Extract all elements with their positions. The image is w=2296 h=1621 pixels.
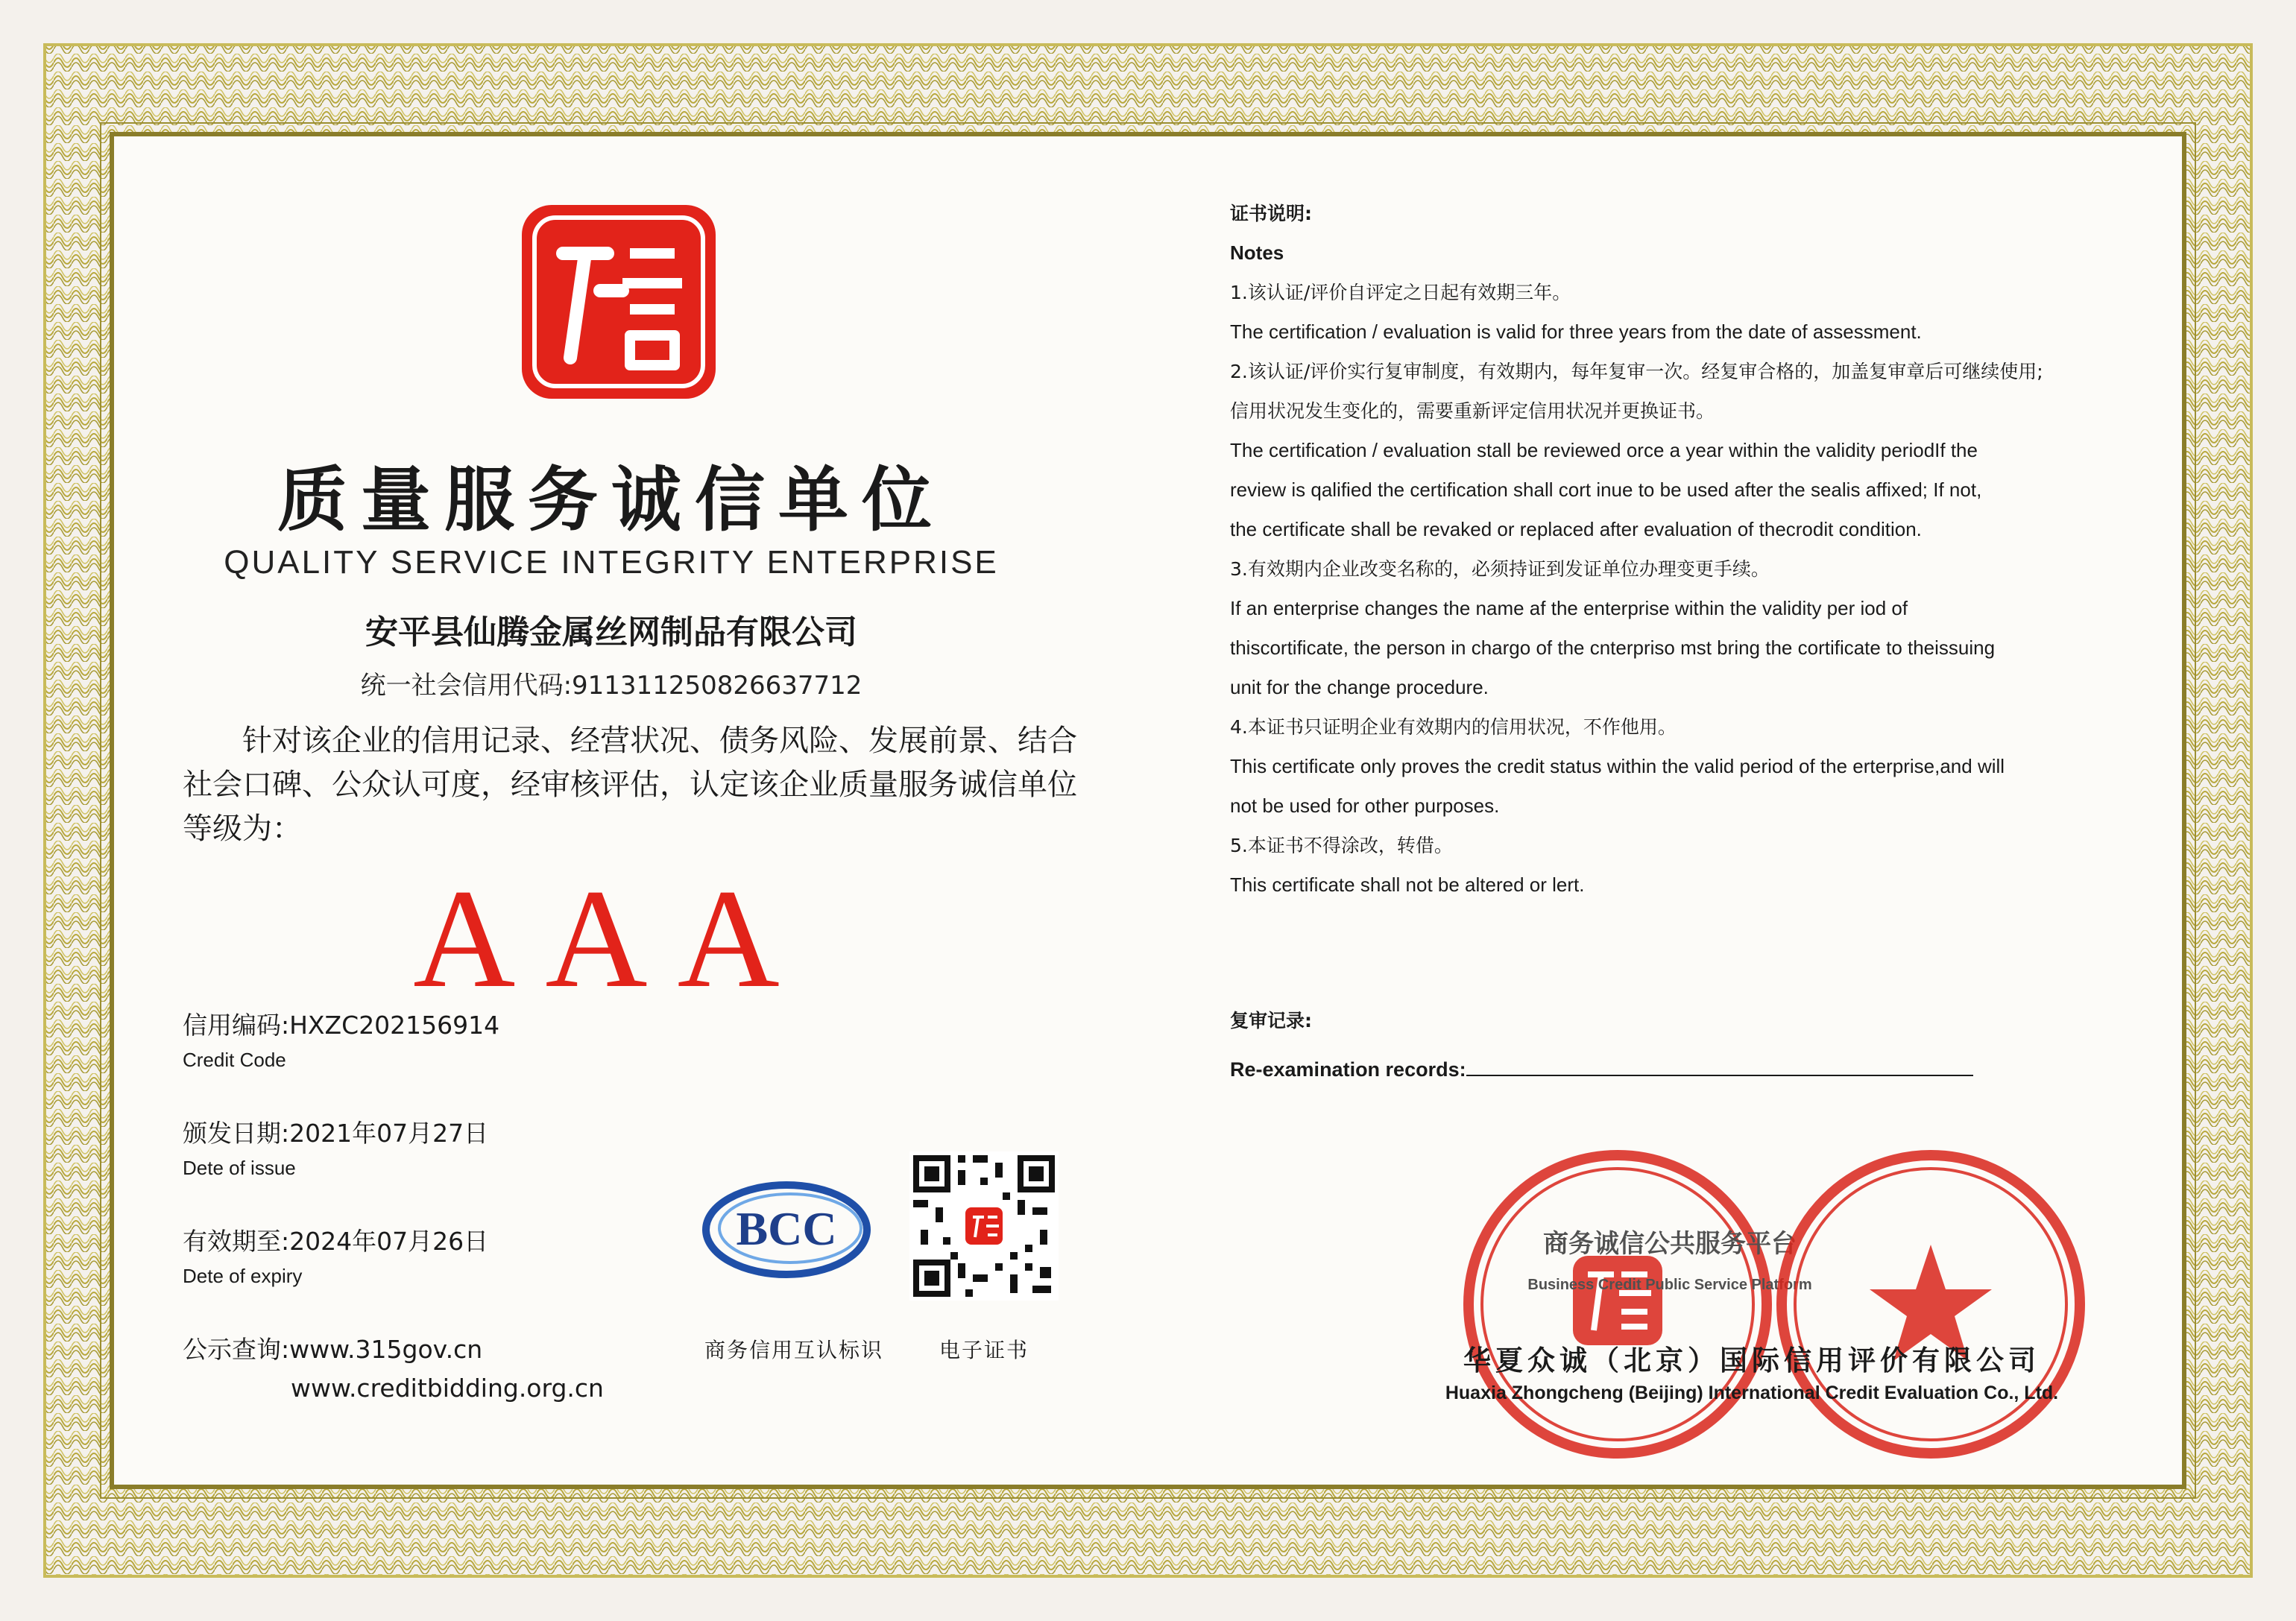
recheck-blank-line (1466, 1055, 1973, 1076)
seal-platform-icon (1469, 1155, 1812, 1453)
expiry-date-cn: 有效期至:2024年07月26日 (183, 1227, 489, 1256)
bcc-logo-icon (701, 1170, 872, 1289)
bcc-logo-text: BCC (736, 1202, 837, 1255)
credit-code-field (183, 1006, 499, 1072)
note-4-cn: 4.本证书只证明企业有效期内的信用状况，不作他用。 (1230, 716, 1677, 738)
notes-heading-cn: 证书说明: (1230, 203, 1312, 224)
recheck-label-cn: 复审记录: (1230, 1010, 1312, 1031)
left-column (127, 149, 1155, 1476)
issue-date-cn: 颁发日期:2021年07月27日 (183, 1119, 489, 1148)
public-query-url-2[interactable]: www.creditbidding.org.cn (291, 1374, 604, 1403)
note-3-en-a: If an enterprise changes the name af the enterprise within the validity per iod of (1230, 597, 1908, 619)
qr-code-icon[interactable] (909, 1151, 1059, 1301)
assessment-statement: 针对该企业的信用记录、经营状况、债务风险、发展前景、结合社会口碑、公众认可度，经审核评估，认定该企业质量服务诚信单位等级为： (183, 724, 1077, 846)
expiry-date-field (183, 1222, 488, 1288)
notes-heading-en: Notes (1230, 241, 1284, 264)
note-3-en-c: unit for the change procedure. (1230, 676, 1489, 698)
credit-grade: AAA (413, 861, 810, 1017)
note-2-cn-a: 2.该认证/评价实行复审制度，有效期内，每年复审一次。经复审合格的，加盖复审章后可继续使用; (1230, 361, 2043, 382)
official-seals (1424, 1148, 2125, 1461)
expiry-date-en: Dete of expiry (183, 1265, 303, 1287)
issuer-name-en: Huaxia Zhongcheng (Beijing) International Credit Evaluation Co., Ltd. (1445, 1383, 2059, 1403)
note-2-en-a: The certification / evaluation stall be reviewed orce a year within the validity periodIf the (1230, 439, 1978, 461)
issue-date-field (183, 1114, 488, 1180)
certificate-notes (1230, 194, 2162, 905)
re-examination-records (1230, 1006, 2162, 1081)
note-5-en: This certificate shall not be altered or lert. (1230, 873, 1585, 896)
note-1-cn: 1.该认证/评价自评定之日起有效期三年。 (1230, 282, 1571, 303)
note-1-en: The certification / evaluation is valid for three years from the date of assessment. (1230, 320, 1922, 343)
credit-code-cn: 信用编码:HXZC202156914 (183, 1011, 500, 1040)
seal-platform-subtext: Business Credit Public Service Platform (1527, 1277, 1812, 1293)
note-2-en-b: review is qalified the certification shall cort inue to be used after the sealis affixed; If not, (1230, 478, 1982, 501)
note-4-en-b: not be used for other purposes. (1230, 794, 1500, 817)
issuer-name-cn: 华夏众诚（北京）国际信用评价有限公司 (1463, 1344, 2040, 1377)
note-2-en-c: the certificate shall be revaked or replaced after evaluation of thecrodit condition. (1230, 518, 1922, 540)
note-5-cn: 5.本证书不得涂改，转借。 (1230, 835, 1453, 856)
qr-caption: 电子证书 (939, 1338, 1029, 1362)
note-3-cn: 3.有效期内企业改变名称的，必须持证到发证单位办理变更手续。 (1230, 558, 1770, 580)
recheck-label-en (1230, 1055, 2162, 1081)
public-query-url[interactable]: 公示查询:www.315gov.cn (183, 1335, 483, 1364)
note-3-en-b: thiscortificate, the person in chargo of the cnterpriso mst bring the cortificate to theissuing (1230, 636, 1996, 659)
credit-logo-icon (518, 201, 719, 402)
bcc-caption: 商务信用互认标识 (704, 1338, 883, 1362)
credit-code-en: Credit Code (183, 1049, 286, 1071)
certificate-title-cn: 质量服务诚信单位 (277, 459, 945, 541)
issue-date-en: Dete of issue (183, 1157, 296, 1179)
recheck-label-en-text: Re-examination records: (1230, 1058, 1466, 1081)
note-2-cn-b: 信用状况发生变化的，需要重新评定信用状况并更换证书。 (1230, 400, 1715, 422)
social-credit-code: 统一社会信用代码:91131125082663​7712 (360, 671, 862, 701)
note-4-en-a: This certificate only proves the credit status within the valid period of the erterprise,and will (1230, 755, 2005, 777)
certificate-title-en: QUALITY SERVICE INTEGRITY ENTERPRISE (224, 544, 999, 581)
company-name: 安平县仙腾金属丝网制品有限公司 (365, 613, 857, 651)
seal-platform-text: 商务诚信公共服务平台 (1543, 1229, 1797, 1259)
seal-company-icon (1782, 1155, 2080, 1453)
